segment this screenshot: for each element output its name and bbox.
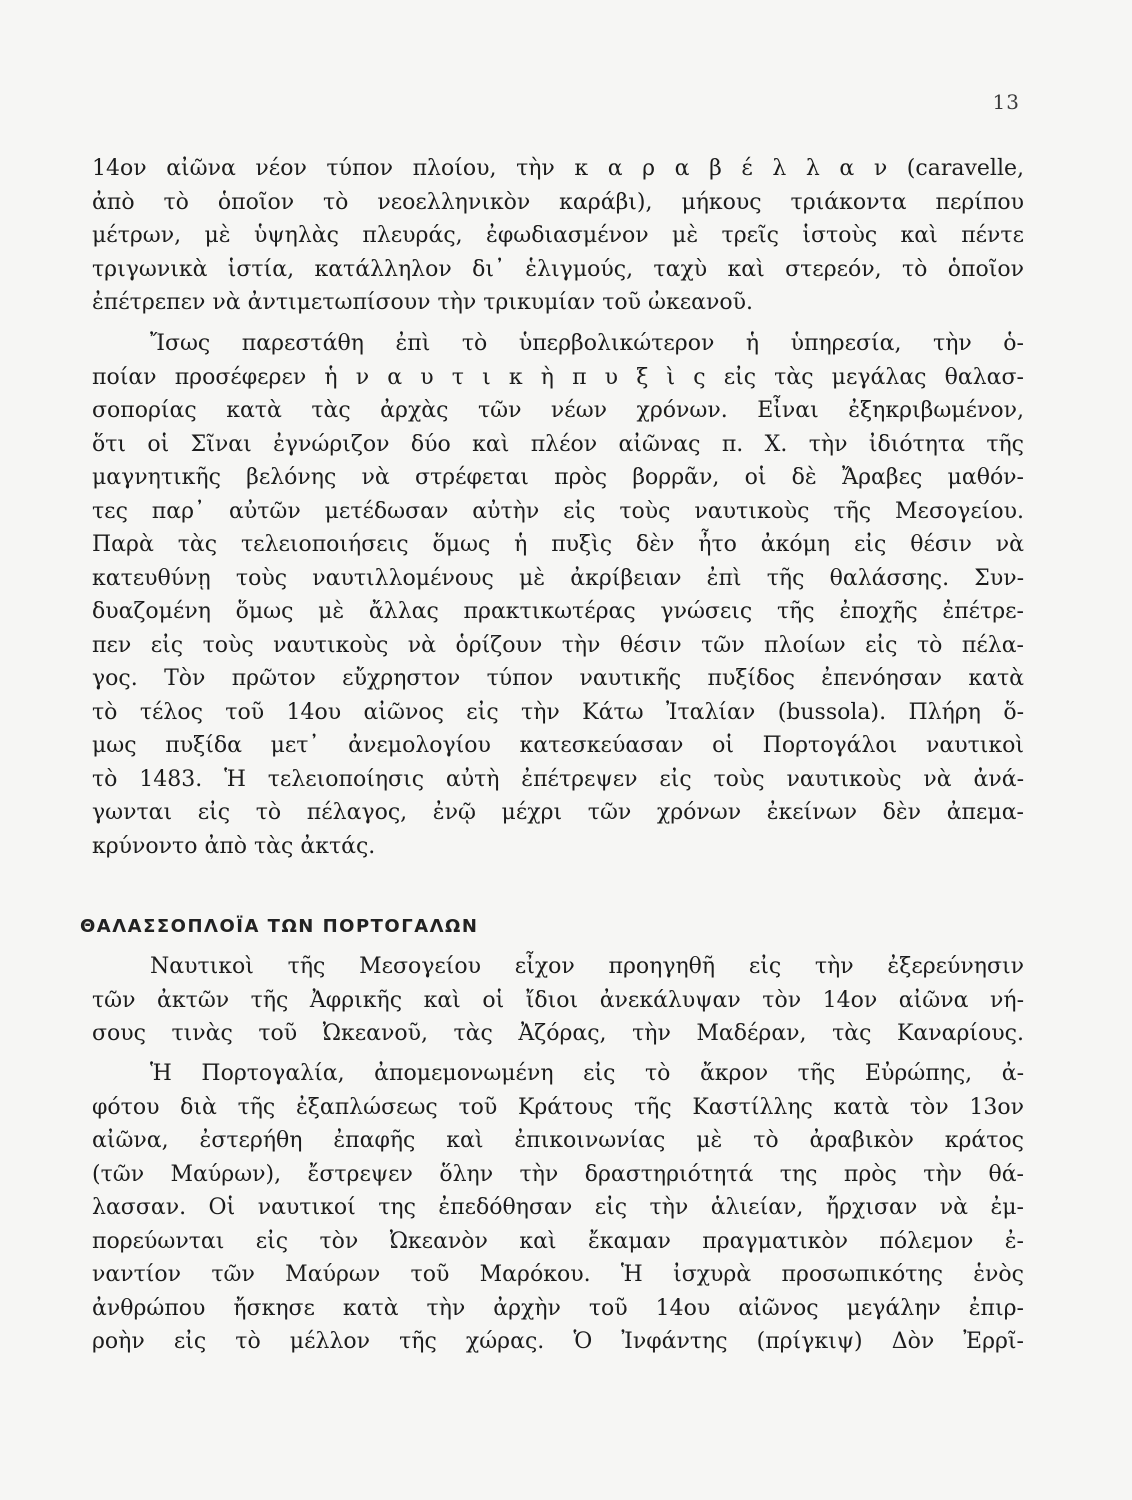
text-line: Ἴσως παρεστάθη ἐπὶ τὸ ὑπερβολικώτερον ἡ ὑπηρεσία, τὴν ὁ- — [150, 331, 1024, 356]
text-line: ἀνθρώπου ἤσκησε κατὰ τὴν ἀρχὴν τοῦ 14ου αἰῶνος μεγάλην ἐπιρ- — [92, 1295, 1024, 1321]
text-line: ποίαν προσέφερεν ἡ ν α υ τ ι κ ὴ π υ ξ ὶ ς εἰς τὰς μεγάλας θαλασ- — [92, 364, 1024, 390]
text-line: ὅτι οἱ Σῖναι ἐγνώριζον δύο καὶ πλέον αἰῶνας π. Χ. τὴν ἰδιότητα τῆς — [92, 431, 1024, 457]
text-line: 14ον αἰῶνα νέον τύπον πλοίου, τὴν κ α ρ α β έ λ λ α ν (caravelle, — [92, 156, 1024, 181]
text-line: ἀπὸ τὸ ὁποῖον τὸ νεοελληνικὸν καράβι), μήκους τριάκοντα περίπου — [92, 189, 1024, 215]
text-line: Ἡ Πορτογαλία, ἀπομεμονωμένη εἰς τὸ ἄκρον τῆς Εὐρώπης, ἀ- — [150, 1061, 1024, 1086]
page-number: 13 — [992, 90, 1020, 114]
text-line: σους τινὰς τοῦ Ὠκεανοῦ, τὰς Ἀζόρας, τὴν Μαδέραν, τὰς Καναρίους. — [92, 1021, 1024, 1046]
text-line: γος. Τὸν πρῶτον εὔχρηστον τύπον ναυτικῆς πυξίδος ἐπενόησαν κατὰ — [92, 666, 1024, 691]
paragraph-4 — [92, 1057, 1024, 1359]
text-line: πορεύωνται εἰς τὸν Ὠκεανὸν καὶ ἔκαμαν πραγματικὸν πόλεμον ἐ- — [92, 1228, 1024, 1254]
text-line: τῶν ἀκτῶν τῆς Ἀφρικῆς καὶ οἱ ἴδιοι ἀνεκάλυψαν τὸν 14ον αἰῶνα νή- — [92, 987, 1024, 1013]
text-line: μέτρων, μὲ ὑψηλὰς πλευράς, ἐφωδιασμένον μὲ τρεῖς ἱστοὺς καὶ πέντε — [92, 223, 1024, 248]
text-line: σοπορίας κατὰ τὰς ἀρχὰς τῶν νέων χρόνων. Εἶναι ἐξηκριβωμένον, — [92, 398, 1024, 423]
text-line: ἐπέτρεπεν νὰ ἀντιμετωπίσουν τὴν τρικυμίαν τοῦ ὠκεανοῦ. — [92, 290, 753, 315]
text-line: τες παρ᾽ αὐτῶν μετέδωσαν αὐτὴν εἰς τοὺς ναυτικοὺς τῆς Μεσογείου. — [92, 498, 1024, 524]
text-line: ναντίον τῶν Μαύρων τοῦ Μαρόκου. Ἡ ἰσχυρὰ προσωπικότης ἑνὸς — [92, 1262, 1024, 1287]
text-line: τὸ 1483. Ἡ τελειοποίησις αὐτὴ ἐπέτρεψεν εἰς τοὺς ναυτικοὺς νὰ ἀνά- — [92, 766, 1024, 792]
text-line: τριγωνικὰ ἱστία, κατάλληλον δι᾽ ἑλιγμούς, ταχὺ καὶ στερεόν, τὸ ὁποῖον — [92, 256, 1024, 282]
text-line: κατευθύνῃ τοὺς ναυτιλλομένους μὲ ἀκρίβειαν ἐπὶ τῆς θαλάσσης. Συν- — [92, 565, 1024, 591]
paragraph-1 — [92, 152, 1024, 320]
text-line: κρύνοντο ἀπὸ τὰς ἀκτάς. — [92, 833, 376, 859]
text-line: μαγνητικῆς βελόνης νὰ στρέφεται πρὸς βορρᾶν, οἱ δὲ Ἄραβες μαθόν- — [92, 465, 1024, 490]
section-heading: ΘΑΛΑΣΣΟΠΛΟΪΑ ΤΩΝ ΠΟΡΤΟΓΑΛΩΝ — [80, 916, 479, 937]
text-line: δυαζομένη ὅμως μὲ ἄλλας πρακτικωτέρας γνώσεις τῆς ἐποχῆς ἐπέτρε- — [92, 599, 1024, 624]
text-line: ροὴν εἰς τὸ μέλλον τῆς χώρας. Ὁ Ἰνφάντης (πρίγκιψ) Δὸν Ἐρρῖ- — [92, 1329, 1024, 1354]
text-line: τὸ τέλος τοῦ 14ου αἰῶνος εἰς τὴν Κάτω Ἰταλίαν (bussola). Πλήρη ὅ- — [92, 699, 1024, 725]
paragraph-3 — [92, 950, 1024, 1051]
text-line: Ναυτικοὶ τῆς Μεσογείου εἶχον προηγηθῆ εἰς τὴν ἐξερεύνησιν — [150, 954, 1024, 979]
text-line: (τῶν Μαύρων), ἔστρεψεν ὅλην τὴν δραστηριότητά της πρὸς τὴν θά- — [92, 1161, 1024, 1187]
text-line: αἰῶνα, ἐστερήθη ἐπαφῆς καὶ ἐπικοινωνίας μὲ τὸ ἀραβικὸν κράτος — [92, 1128, 1024, 1153]
text-line: μως πυξίδα μετ᾽ ἀνεμολογίου κατεσκεύασαν οἱ Πορτογάλοι ναυτικοὶ — [92, 733, 1024, 758]
text-line: γωνται εἰς τὸ πέλαγος, ἐνῷ μέχρι τῶν χρόνων ἐκείνων δὲν ἀπεμα- — [92, 800, 1024, 825]
text-line: φότου διὰ τῆς ἐξαπλώσεως τοῦ Κράτους τῆς Καστίλλης κατὰ τὸν 13ον — [92, 1094, 1024, 1120]
text-line: πεν εἰς τοὺς ναυτικοὺς νὰ ὁρίζουν τὴν θέσιν τῶν πλοίων εἰς τὸ πέλα- — [92, 632, 1024, 658]
text-line: λασσαν. Οἱ ναυτικοί της ἐπεδόθησαν εἰς τὴν ἁλιείαν, ἤρχισαν νὰ ἐμ- — [92, 1195, 1024, 1220]
text-line: Παρὰ τὰς τελειοποιήσεις ὅμως ἡ πυξὶς δὲν ἦτο ἀκόμη εἰς θέσιν νὰ — [92, 532, 1024, 557]
paragraph-2 — [92, 327, 1024, 863]
